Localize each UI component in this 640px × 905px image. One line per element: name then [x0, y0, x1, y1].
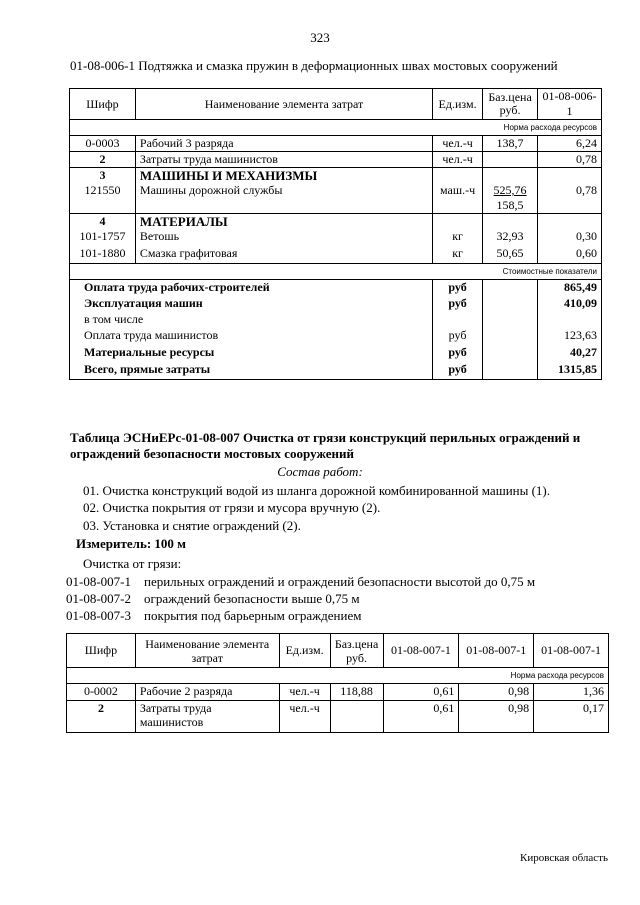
table2-heading-line1: Таблица ЭСНиЕРс-01-08-007 Очистка от грязи конструкций перильных ограждений и [70, 430, 581, 445]
row-name: Затраты труда машинистов [135, 152, 432, 168]
row-name: Ветошь [135, 229, 432, 246]
row-value: 0,78 [538, 183, 602, 214]
row-unit: чел.-ч [279, 701, 330, 733]
table-row [67, 684, 609, 701]
cleaning-label: Очистка от грязи: [83, 556, 182, 571]
cost-row [70, 362, 602, 379]
table1-header-row [70, 89, 602, 120]
work-item: 02. Очистка покрытия от грязи и мусора вручную (2). [83, 500, 381, 515]
work-item: 03. Установка и снятие ограждений (2). [83, 518, 301, 533]
row-unit: маш.-ч [433, 183, 483, 214]
header-code: Шифр [70, 89, 136, 120]
row-code: 2 [67, 701, 136, 733]
cost-row [70, 296, 602, 312]
cost-row [70, 345, 602, 362]
table-row [70, 136, 602, 152]
header-col: 01-08-006-1 [538, 89, 602, 120]
row-value: 0,98 [459, 701, 534, 733]
row-value: 0,30 [538, 229, 602, 246]
item-code: 01-08-007-2 [66, 591, 131, 606]
row-code: 121550 [70, 183, 136, 214]
cost-row [70, 328, 602, 345]
row-code: 0-0002 [67, 684, 136, 701]
row-value: 1,36 [534, 684, 609, 701]
row-value: 0,17 [534, 701, 609, 733]
header-price: Баз.цена руб. [330, 634, 383, 668]
table-row [70, 229, 602, 246]
cost-value: 865,49 [538, 279, 602, 296]
header-col2: 01-08-007-1 [459, 634, 534, 668]
cost-name: Оплата труда рабочих-строителей [70, 279, 433, 296]
row-price: 50,65 [483, 246, 538, 263]
cost-value: 123,63 [538, 328, 602, 345]
cost-row [70, 312, 602, 328]
row-name: Рабочий 3 разряда [135, 136, 432, 152]
table2-header-row [67, 634, 609, 668]
row-unit: кг [433, 246, 483, 263]
item-code: 01-08-007-3 [66, 608, 131, 623]
row-value: 0,78 [538, 152, 602, 168]
section-heading: МАШИНЫ И МЕХАНИЗМЫ [135, 168, 432, 184]
header-col3: 01-08-007-1 [534, 634, 609, 668]
cost-name: Эксплуатация машин [70, 296, 433, 312]
cost-label-row [70, 263, 602, 279]
row-name: Затраты труда машинистов [135, 701, 279, 733]
cost-unit: руб [433, 328, 483, 345]
header-code: Шифр [67, 634, 136, 668]
cost-name: в том числе [70, 312, 433, 328]
table-row [70, 246, 602, 263]
resource-table-1 [69, 88, 602, 380]
cost-unit: руб [433, 362, 483, 379]
header-unit: Ед.изм. [433, 89, 483, 120]
norm-label: Норма расхода ресурсов [67, 668, 609, 684]
cost-name: Оплата труда машинистов [70, 328, 433, 345]
row-value: 6,24 [538, 136, 602, 152]
norm-label: Норма расхода ресурсов [70, 120, 602, 136]
header-name: Наименование элемента затрат [135, 634, 279, 668]
header-col1: 01-08-007-1 [383, 634, 459, 668]
row-value: 0,61 [383, 684, 459, 701]
row-code: 2 [70, 152, 136, 168]
row-unit: чел.-ч [433, 136, 483, 152]
header-unit: Ед.изм. [279, 634, 330, 668]
item-text: покрытия под барьерным ограждением [144, 608, 362, 623]
row-code: 4 [70, 214, 136, 230]
cost-label: Стоимостные показатели [70, 263, 602, 279]
page-number: 323 [310, 30, 330, 45]
row-unit: кг [433, 229, 483, 246]
cost-unit: руб [433, 345, 483, 362]
item-code: 01-08-007-1 [66, 574, 131, 589]
table-row [67, 701, 609, 733]
header-name: Наименование элемента затрат [135, 89, 432, 120]
table-row [70, 214, 602, 230]
table-row [70, 183, 602, 214]
table1-title: 01-08-006-1 Подтяжка и смазка пружин в деформационных швах мостовых сооружений [70, 58, 558, 73]
row-code: 101-1757 [70, 229, 136, 246]
cost-value: 410,09 [538, 296, 602, 312]
cost-row [70, 279, 602, 296]
resource-table-2 [66, 633, 609, 733]
cost-unit: руб [433, 296, 483, 312]
row-code: 3 [70, 168, 136, 184]
work-item: 01. Очистка конструкций водой из шланга дорожной комбинированной машины (1). [83, 483, 551, 498]
table-row [70, 152, 602, 168]
row-price [330, 701, 383, 733]
section-heading: МАТЕРИАЛЫ [135, 214, 432, 230]
cost-value: 1315,85 [538, 362, 602, 379]
meter-label: Измеритель: 100 м [76, 536, 187, 551]
table-row [70, 168, 602, 184]
row-code: 101-1880 [70, 246, 136, 263]
works-title: Состав работ: [277, 464, 363, 479]
row-value: 0,98 [459, 684, 534, 701]
norm-label-row [70, 120, 602, 136]
header-price: Баз.цена руб. [483, 89, 538, 120]
norm-label-row [67, 668, 609, 684]
row-price [483, 152, 538, 168]
row-code: 0-0003 [70, 136, 136, 152]
row-value: 0,61 [383, 701, 459, 733]
cost-name: Материальные ресурсы [70, 345, 433, 362]
cost-unit: руб [433, 279, 483, 296]
row-price: 525,76 158,5 [483, 183, 538, 214]
item-text: ограждений безопасности выше 0,75 м [144, 591, 360, 606]
row-name: Машины дорожной службы [135, 183, 432, 214]
row-name: Рабочие 2 разряда [135, 684, 279, 701]
cost-name: Всего, прямые затраты [70, 362, 433, 379]
row-value: 0,60 [538, 246, 602, 263]
item-text: перильных ограждений и ограждений безопасности высотой до 0,75 м [144, 574, 536, 589]
cost-value: 40,27 [538, 345, 602, 362]
row-price: 138,7 [483, 136, 538, 152]
row-price: 118,88 [330, 684, 383, 701]
row-unit: чел.-ч [279, 684, 330, 701]
row-price: 32,93 [483, 229, 538, 246]
table2-heading-line2: ограждений безопасности мостовых сооружений [70, 446, 354, 461]
row-unit: чел.-ч [433, 152, 483, 168]
footer-region: Кировская область [519, 852, 608, 864]
row-name: Смазка графитовая [135, 246, 432, 263]
